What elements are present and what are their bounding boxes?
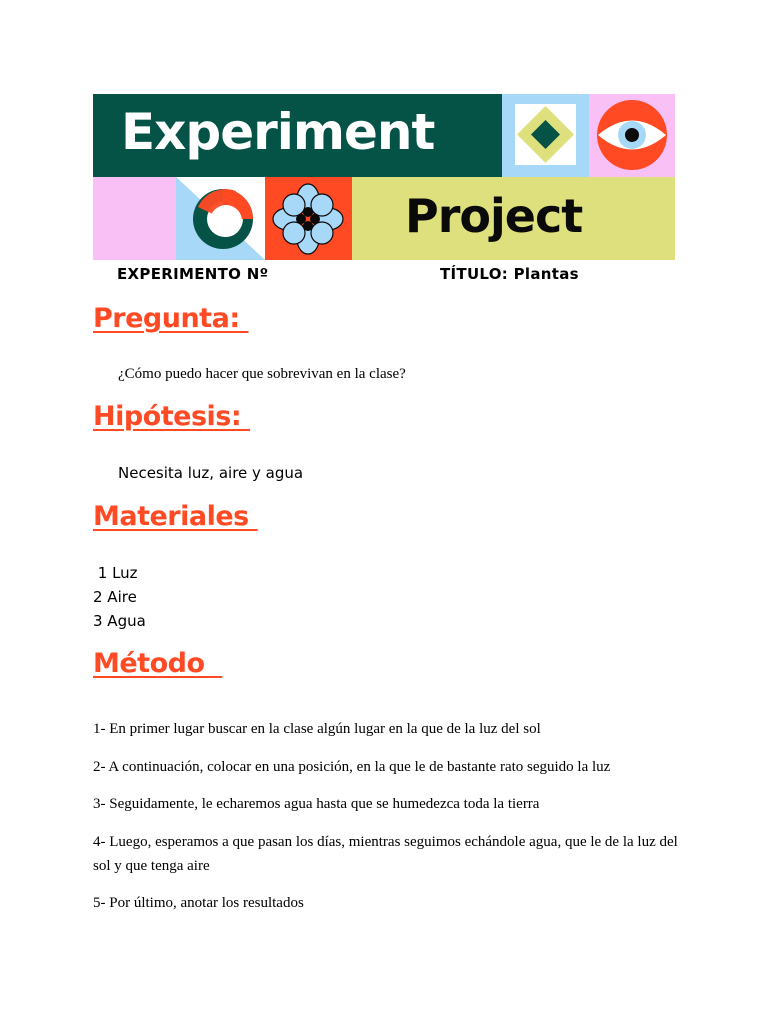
- materials-item: 1 Luz: [93, 564, 138, 582]
- materials-item: 3 Agua: [93, 612, 146, 630]
- banner-circle-tile: [176, 177, 265, 260]
- method-step: 1- En primer lugar buscar en la clase algún lugar en la que de la luz del sol: [93, 721, 541, 737]
- method-step: 5- Por último, anotar los resultados: [93, 895, 304, 911]
- method-heading: Método: [93, 648, 223, 679]
- hypothesis-text: Necesita luz, aire y agua: [118, 464, 304, 482]
- flower-icon: [265, 177, 352, 260]
- hypothesis-heading: Hipótesis:: [93, 401, 251, 432]
- experiment-number-label: EXPERIMENTO Nº: [117, 265, 269, 283]
- method-step: 3- Seguidamente, le echaremos agua hasta que se humedezca toda la tierra: [93, 796, 540, 812]
- banner-diamond-tile: [502, 94, 589, 177]
- banner-title-experiment: Experiment: [121, 103, 435, 161]
- question-heading: Pregunta:: [93, 303, 249, 334]
- banner-project-panel: [352, 177, 675, 260]
- banner-pink-tile: [93, 177, 176, 260]
- banner-title-panel: [93, 94, 502, 177]
- banner-title-project: Project: [405, 189, 583, 243]
- banner-flower-tile: [265, 177, 352, 260]
- materials-heading: Materiales: [93, 501, 258, 532]
- experiment-project-banner: [93, 94, 675, 260]
- question-text: ¿Cómo puedo hacer que sobrevivan en la clase?: [118, 366, 406, 382]
- circle-shapes-icon: [176, 177, 265, 260]
- title-label: TÍTULO: Plantas: [440, 265, 579, 283]
- method-step: 2- A continuación, colocar en una posición, en la que le de bastante rato seguido la luz: [93, 759, 611, 775]
- eye-icon: [589, 94, 675, 177]
- method-step: 4- Luego, esperamos a que pasan los días, mientras seguimos echándole agua, que le de la luz del sol y que tenga aire: [93, 834, 678, 874]
- diamond-icon: [502, 94, 589, 177]
- materials-item: 2 Aire: [93, 588, 137, 606]
- banner-eye-tile: [589, 94, 675, 177]
